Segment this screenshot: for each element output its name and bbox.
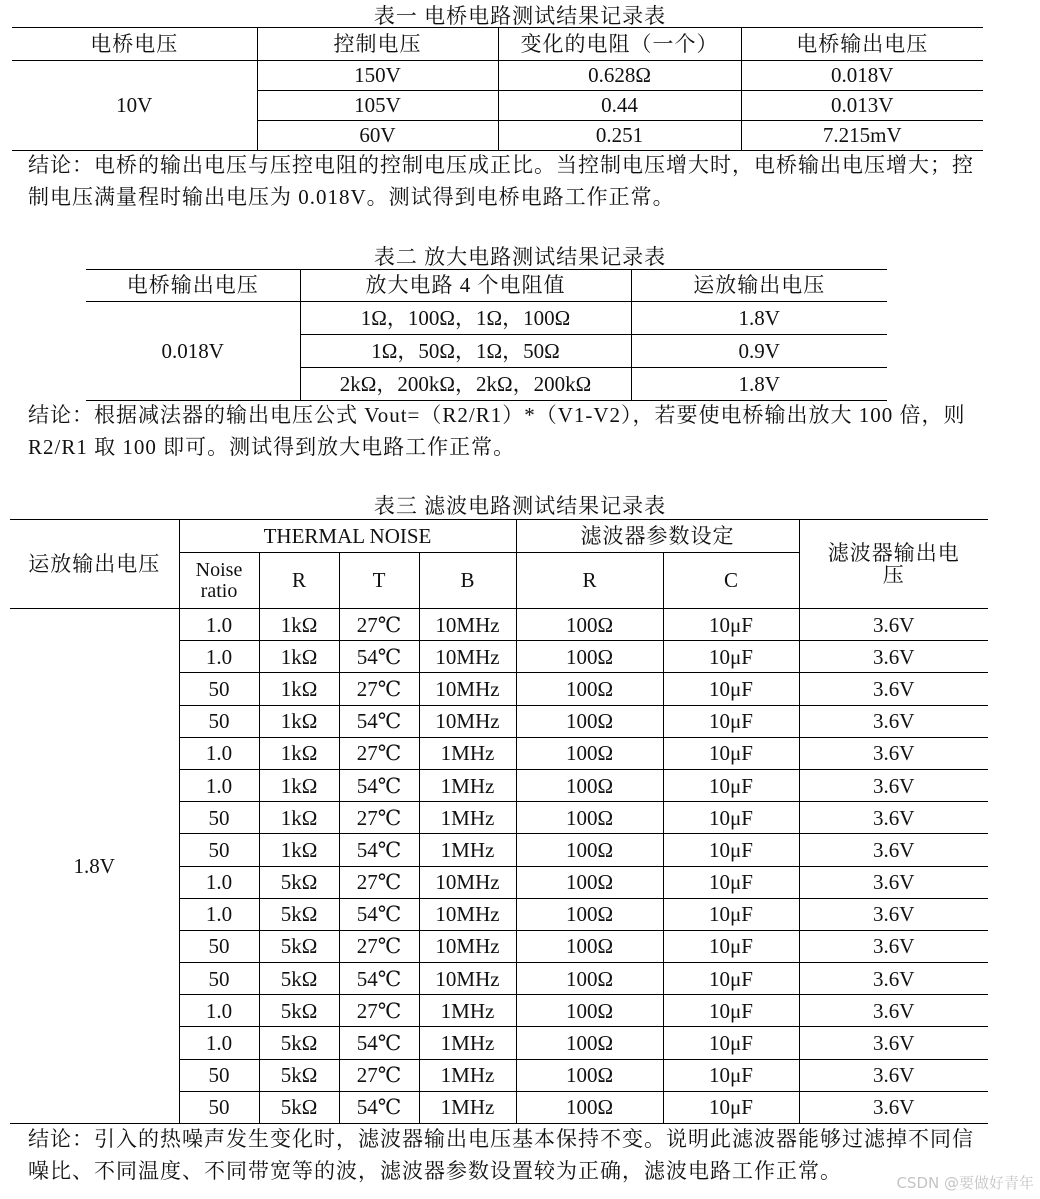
- t3-cell: 27℃: [339, 930, 419, 962]
- t3-cell: 1.0: [179, 737, 259, 769]
- t3-cell: 1kΩ: [259, 802, 339, 834]
- t3-cell: 10μF: [663, 866, 799, 898]
- t1-cell: 60V: [257, 121, 498, 151]
- t3-cell: 10μF: [663, 995, 799, 1027]
- t3-cell: 54℃: [339, 1027, 419, 1059]
- t3-cell: 3.6V: [799, 1059, 988, 1091]
- t3-cell: 10μF: [663, 705, 799, 737]
- t3-cell: 27℃: [339, 737, 419, 769]
- t3-cell: 5kΩ: [259, 1027, 339, 1059]
- t2-cell: 1.8V: [631, 302, 887, 335]
- t3-cell: 100Ω: [516, 1027, 663, 1059]
- t3-cell: 100Ω: [516, 930, 663, 962]
- t3-cell: 50: [179, 930, 259, 962]
- t3-cell: 1kΩ: [259, 673, 339, 705]
- t3-cell: 54℃: [339, 769, 419, 801]
- t3-cell: 5kΩ: [259, 866, 339, 898]
- t1-cell: 105V: [257, 91, 498, 121]
- t3-cell: 3.6V: [799, 673, 988, 705]
- t3-cell: 3.6V: [799, 769, 988, 801]
- t3-cell: 100Ω: [516, 963, 663, 995]
- t3-cell: 10μF: [663, 769, 799, 801]
- table1-caption: 表一 电桥电路测试结果记录表: [373, 4, 667, 28]
- t3-cell: 100Ω: [516, 609, 663, 641]
- t1-bridge-voltage-value: 10V: [12, 61, 257, 151]
- table-row: [10, 609, 988, 641]
- t3-cell: 3.6V: [799, 1027, 988, 1059]
- t3-input-voltage-value: 1.8V: [10, 609, 179, 1124]
- t3-cell: 1kΩ: [259, 737, 339, 769]
- t3-cell: 100Ω: [516, 1059, 663, 1091]
- t3-cell: 1MHz: [419, 1027, 516, 1059]
- t3-cell: 1.0: [179, 609, 259, 641]
- t3-cell: 54℃: [339, 834, 419, 866]
- t3-sub-filter-c: C: [663, 553, 799, 609]
- t2-cell: 2kΩ，200kΩ，2kΩ，200kΩ: [300, 368, 631, 401]
- t3-cell: 100Ω: [516, 641, 663, 673]
- t3-cell: 10μF: [663, 673, 799, 705]
- t3-cell: 10μF: [663, 802, 799, 834]
- t1-header-output-voltage: 电桥输出电压: [741, 28, 983, 61]
- t3-cell: 100Ω: [516, 705, 663, 737]
- t3-cell: 100Ω: [516, 673, 663, 705]
- t3-cell: 1kΩ: [259, 705, 339, 737]
- amplifier-test-table: [86, 269, 887, 401]
- t1-header-bridge-voltage: 电桥电压: [12, 28, 257, 61]
- t3-header-filter-output: 滤波器输出电压: [799, 520, 988, 609]
- t1-cell: 0.013V: [741, 91, 983, 121]
- t3-cell: 50: [179, 963, 259, 995]
- t3-cell: 54℃: [339, 705, 419, 737]
- t2-cell: 1Ω，50Ω，1Ω，50Ω: [300, 335, 631, 368]
- t3-header-opamp-output: 运放输出电压: [10, 520, 179, 609]
- t3-cell: 10MHz: [419, 963, 516, 995]
- t3-cell: 10MHz: [419, 641, 516, 673]
- t3-cell: 10μF: [663, 1091, 799, 1123]
- t3-cell: 1.0: [179, 1027, 259, 1059]
- t3-cell: 54℃: [339, 641, 419, 673]
- t1-cell: 0.44: [498, 91, 741, 121]
- t3-cell: 10μF: [663, 609, 799, 641]
- t3-cell: 10MHz: [419, 866, 516, 898]
- t3-cell: 3.6V: [799, 963, 988, 995]
- t3-cell: 27℃: [339, 866, 419, 898]
- t3-cell: 1.0: [179, 866, 259, 898]
- t3-cell: 10μF: [663, 737, 799, 769]
- t1-header-control-voltage: 控制电压: [257, 28, 498, 61]
- table3-conclusion: 结论：引入的热噪声发生变化时，滤波器输出电压基本保持不变。说明此滤波器能够过滤掉不同信噪比、不同温度、不同带宽等的波，滤波器参数设置较为正确，滤波电路工作正常。: [28, 1127, 974, 1183]
- t3-cell: 54℃: [339, 1091, 419, 1123]
- t1-cell: 0.251: [498, 121, 741, 151]
- t3-cell: 3.6V: [799, 995, 988, 1027]
- t3-cell: 5kΩ: [259, 898, 339, 930]
- t2-cell: 0.9V: [631, 335, 887, 368]
- t3-cell: 3.6V: [799, 834, 988, 866]
- t2-header-bridge-output: 电桥输出电压: [86, 270, 300, 302]
- t3-cell: 10μF: [663, 963, 799, 995]
- t3-cell: 3.6V: [799, 1091, 988, 1123]
- t1-cell: 7.215mV: [741, 121, 983, 151]
- t3-cell: 50: [179, 1091, 259, 1123]
- t3-cell: 100Ω: [516, 1091, 663, 1123]
- t3-cell: 3.6V: [799, 737, 988, 769]
- t3-header-thermal-noise: THERMAL NOISE: [179, 520, 516, 553]
- t3-cell: 10MHz: [419, 705, 516, 737]
- t3-cell: 100Ω: [516, 834, 663, 866]
- t3-cell: 3.6V: [799, 866, 988, 898]
- t3-sub-noise-ratio: Noise ratio: [179, 553, 259, 609]
- t3-cell: 1.0: [179, 641, 259, 673]
- t3-header-filter-params: 滤波器参数设定: [516, 520, 799, 553]
- t3-cell: 5kΩ: [259, 1059, 339, 1091]
- t3-sub-b: B: [419, 553, 516, 609]
- t3-cell: 1MHz: [419, 737, 516, 769]
- t1-cell: 0.628Ω: [498, 61, 741, 91]
- t1-cell: 150V: [257, 61, 498, 91]
- t3-cell: 1kΩ: [259, 769, 339, 801]
- t3-cell: 54℃: [339, 898, 419, 930]
- t2-header-opamp-output: 运放输出电压: [631, 270, 887, 302]
- t3-cell: 50: [179, 802, 259, 834]
- t3-cell: 10μF: [663, 641, 799, 673]
- t2-input-voltage-value: 0.018V: [86, 302, 300, 401]
- t3-cell: 5kΩ: [259, 995, 339, 1027]
- t3-cell: 1.0: [179, 898, 259, 930]
- t3-cell: 27℃: [339, 1059, 419, 1091]
- t3-cell: 3.6V: [799, 609, 988, 641]
- t3-cell: 10μF: [663, 930, 799, 962]
- t3-cell: 10MHz: [419, 609, 516, 641]
- t3-cell: 3.6V: [799, 705, 988, 737]
- t3-cell: 27℃: [339, 995, 419, 1027]
- t3-cell: 1MHz: [419, 834, 516, 866]
- t3-cell: 50: [179, 705, 259, 737]
- t3-cell: 1MHz: [419, 802, 516, 834]
- t3-cell: 27℃: [339, 802, 419, 834]
- watermark: CSDN @要做好青年: [896, 1174, 1034, 1192]
- t2-cell: 1Ω，100Ω，1Ω，100Ω: [300, 302, 631, 335]
- t3-cell: 1kΩ: [259, 641, 339, 673]
- t3-cell: 100Ω: [516, 802, 663, 834]
- t3-cell: 10μF: [663, 1059, 799, 1091]
- t1-cell: 0.018V: [741, 61, 983, 91]
- t3-cell: 100Ω: [516, 898, 663, 930]
- t3-cell: 1MHz: [419, 1091, 516, 1123]
- t3-cell: 1MHz: [419, 769, 516, 801]
- filter-test-table: [10, 519, 988, 1124]
- t3-cell: 54℃: [339, 963, 419, 995]
- t3-cell: 100Ω: [516, 769, 663, 801]
- t3-cell: 5kΩ: [259, 963, 339, 995]
- t3-cell: 3.6V: [799, 802, 988, 834]
- t2-header-resistors: 放大电路 4 个电阻值: [300, 270, 631, 302]
- t3-cell: 100Ω: [516, 866, 663, 898]
- t3-cell: 3.6V: [799, 898, 988, 930]
- table1-conclusion: 结论：电桥的输出电压与压控电阻的控制电压成正比。当控制电压增大时，电桥输出电压增大；控制电压满量程时输出电压为 0.018V。测试得到电桥电路工作正常。: [28, 153, 974, 209]
- t3-cell: 10MHz: [419, 673, 516, 705]
- t3-sub-t: T: [339, 553, 419, 609]
- t3-cell: 1kΩ: [259, 609, 339, 641]
- t3-cell: 10μF: [663, 1027, 799, 1059]
- t3-cell: 1MHz: [419, 1059, 516, 1091]
- t3-cell: 50: [179, 1059, 259, 1091]
- t3-sub-r: R: [259, 553, 339, 609]
- table2-caption: 表二 放大电路测试结果记录表: [373, 245, 667, 269]
- t3-cell: 5kΩ: [259, 1091, 339, 1123]
- t3-cell: 27℃: [339, 673, 419, 705]
- t3-cell: 10MHz: [419, 898, 516, 930]
- t2-cell: 1.8V: [631, 368, 887, 401]
- t3-cell: 27℃: [339, 609, 419, 641]
- t1-header-changed-resistance: 变化的电阻（一个）: [498, 28, 741, 61]
- t3-body: [10, 609, 988, 1124]
- t3-cell: 1MHz: [419, 995, 516, 1027]
- bridge-test-table: [12, 27, 983, 151]
- t3-cell: 10μF: [663, 898, 799, 930]
- t3-cell: 100Ω: [516, 995, 663, 1027]
- table2-conclusion: 结论：根据减法器的输出电压公式 Vout=（R2/R1）*（V1-V2），若要使电桥输出放大 100 倍，则 R2/R1 取 100 即可。测试得到放大电路工作正常。: [28, 403, 966, 459]
- t3-cell: 1.0: [179, 769, 259, 801]
- t3-cell: 50: [179, 834, 259, 866]
- t3-cell: 50: [179, 673, 259, 705]
- t3-cell: 1.0: [179, 995, 259, 1027]
- table3-caption: 表三 滤波电路测试结果记录表: [373, 494, 667, 518]
- t3-cell: 100Ω: [516, 737, 663, 769]
- t3-cell: 3.6V: [799, 930, 988, 962]
- t3-cell: 3.6V: [799, 641, 988, 673]
- t3-sub-filter-r: R: [516, 553, 663, 609]
- t3-cell: 10MHz: [419, 930, 516, 962]
- t3-cell: 10μF: [663, 834, 799, 866]
- t3-cell: 1kΩ: [259, 834, 339, 866]
- t3-cell: 5kΩ: [259, 930, 339, 962]
